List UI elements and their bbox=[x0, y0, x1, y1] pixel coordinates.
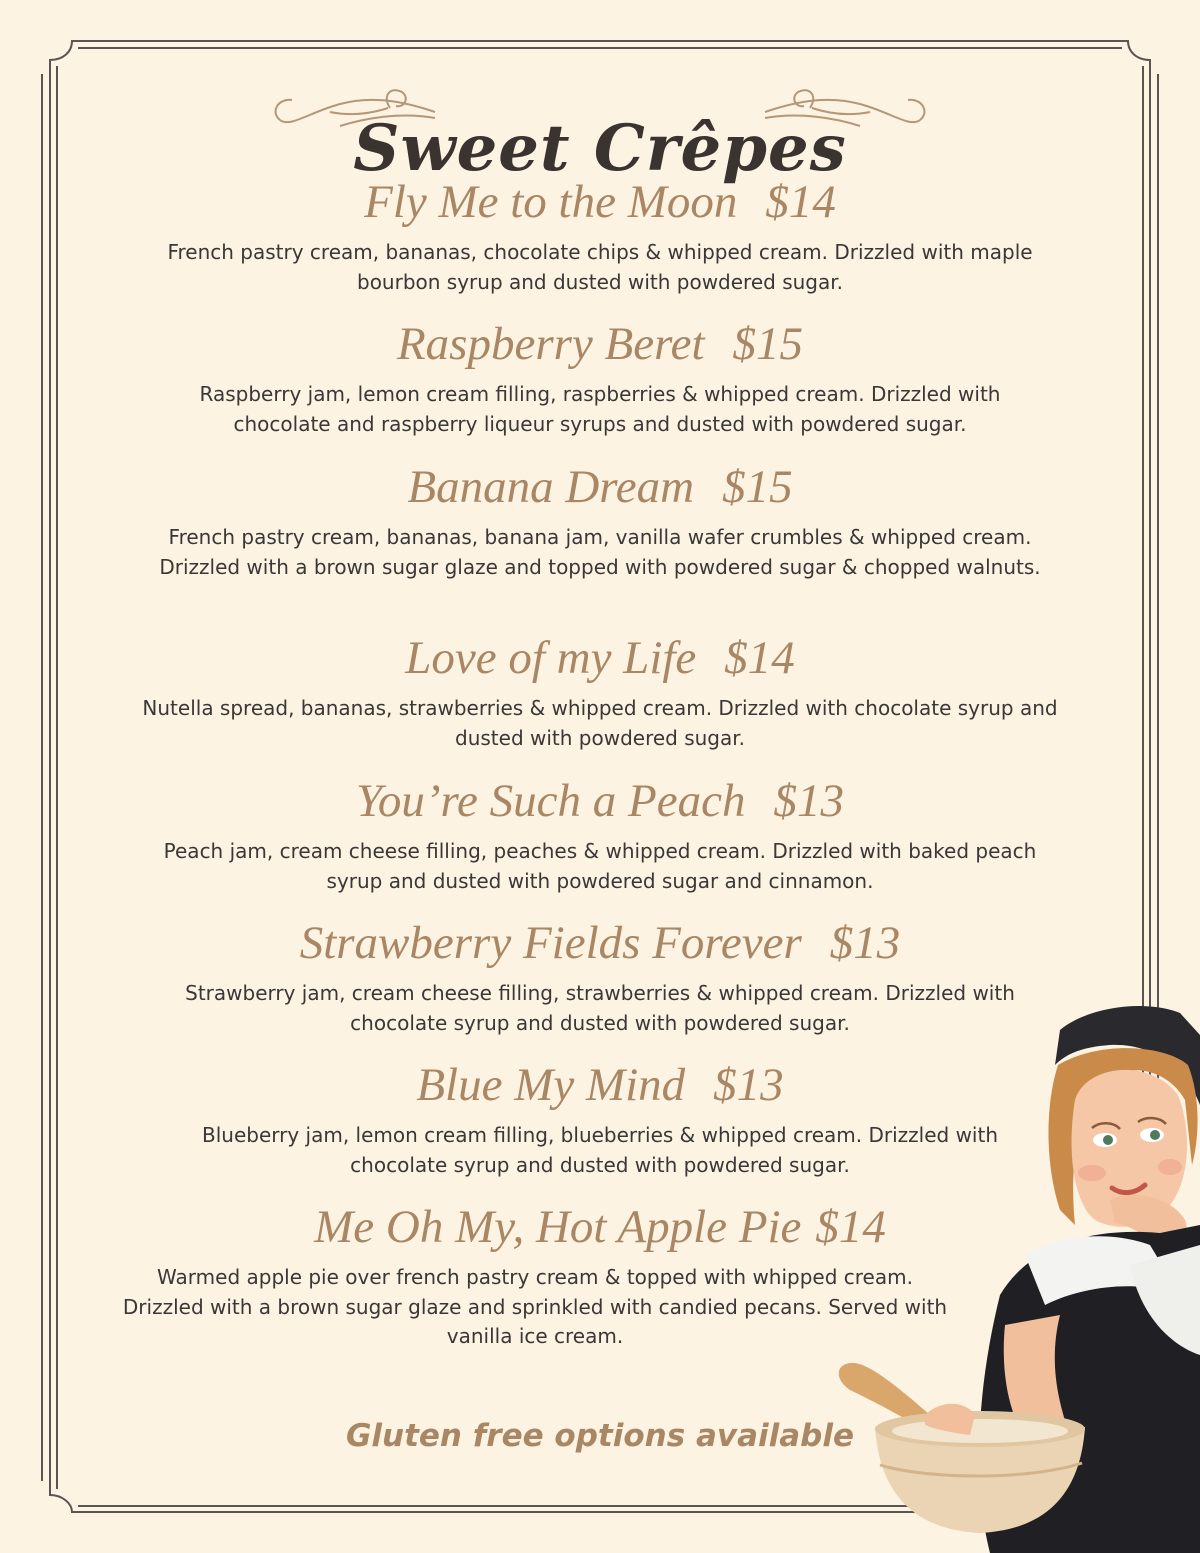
item-name: You’re Such a Peach bbox=[356, 775, 746, 827]
item-title bbox=[100, 913, 1100, 973]
item-description: Blueberry jam, lemon cream filling, blueberries & whipped cream. Drizzled with chocolate syrup and dusted with powdered sugar. bbox=[201, 1123, 998, 1177]
item-name: Banana Dream bbox=[407, 461, 695, 513]
item-price: $13 bbox=[713, 1059, 784, 1111]
item-price: $14 bbox=[815, 1201, 886, 1253]
item-description: Peach jam, cream cheese filling, peaches & whipped cream. Drizzled with baked peach syrup and dusted with powdered sugar and cinnamon. bbox=[163, 839, 1037, 893]
item-price: $14 bbox=[724, 632, 795, 684]
item-price: $15 bbox=[732, 318, 804, 370]
item-name: Strawberry Fields Forever bbox=[299, 917, 802, 969]
menu-item bbox=[100, 457, 1100, 582]
item-description: Strawberry jam, cream cheese filling, strawberries & whipped cream. Drizzled with chocolate syrup and dusted with powdered sugar. bbox=[185, 981, 1015, 1035]
page-title: Sweet Crêpes bbox=[353, 110, 847, 186]
item-description: Nutella spread, bananas, strawberries & whipped cream. Drizzled with chocolate syrup and dusted with powdered sugar. bbox=[142, 696, 1058, 750]
item-name: Raspberry Beret bbox=[396, 318, 705, 370]
right-flourish-icon bbox=[760, 82, 930, 142]
item-name: Love of my Life bbox=[405, 632, 697, 684]
menu-item bbox=[100, 771, 1100, 896]
item-description: Raspberry jam, lemon cream filling, raspberries & whipped cream. Drizzled with chocolate and raspberry liqueur syrups and dusted with powdered sugar. bbox=[199, 382, 1001, 436]
item-title bbox=[100, 172, 1100, 232]
item-name: Me Oh My, Hot Apple Pie bbox=[314, 1201, 802, 1253]
item-title bbox=[100, 457, 1100, 517]
menu-item bbox=[100, 628, 1100, 753]
item-title bbox=[100, 771, 1100, 831]
gluten-free-note: Gluten free options available bbox=[345, 1418, 855, 1454]
baker-girl-illustration bbox=[830, 995, 1200, 1553]
item-price: $14 bbox=[765, 176, 836, 228]
item-description: French pastry cream, bananas, chocolate chips & whipped cream. Drizzled with maple bourbon syrup and dusted with powdered sugar. bbox=[167, 240, 1033, 294]
item-name: Blue My Mind bbox=[416, 1059, 686, 1111]
item-title bbox=[100, 314, 1100, 374]
item-name: Fly Me to the Moon bbox=[364, 176, 738, 228]
menu-item bbox=[100, 172, 1100, 297]
item-price: $15 bbox=[722, 461, 793, 513]
item-price: $13 bbox=[829, 917, 901, 969]
item-description: Warmed apple pie over french pastry cream & topped with whipped cream. Drizzled with a brown sugar glaze and sprinkled with candied pecans. Served with vanilla ice cream. bbox=[122, 1265, 948, 1348]
menu-item bbox=[100, 314, 1100, 439]
item-description: French pastry cream, bananas, banana jam, vanilla wafer crumbles & whipped cream. Drizzled with a brown sugar glaze and topped with powdered sugar & chopped walnuts. bbox=[159, 525, 1041, 579]
item-price: $13 bbox=[773, 775, 844, 827]
item-title bbox=[100, 628, 1100, 688]
